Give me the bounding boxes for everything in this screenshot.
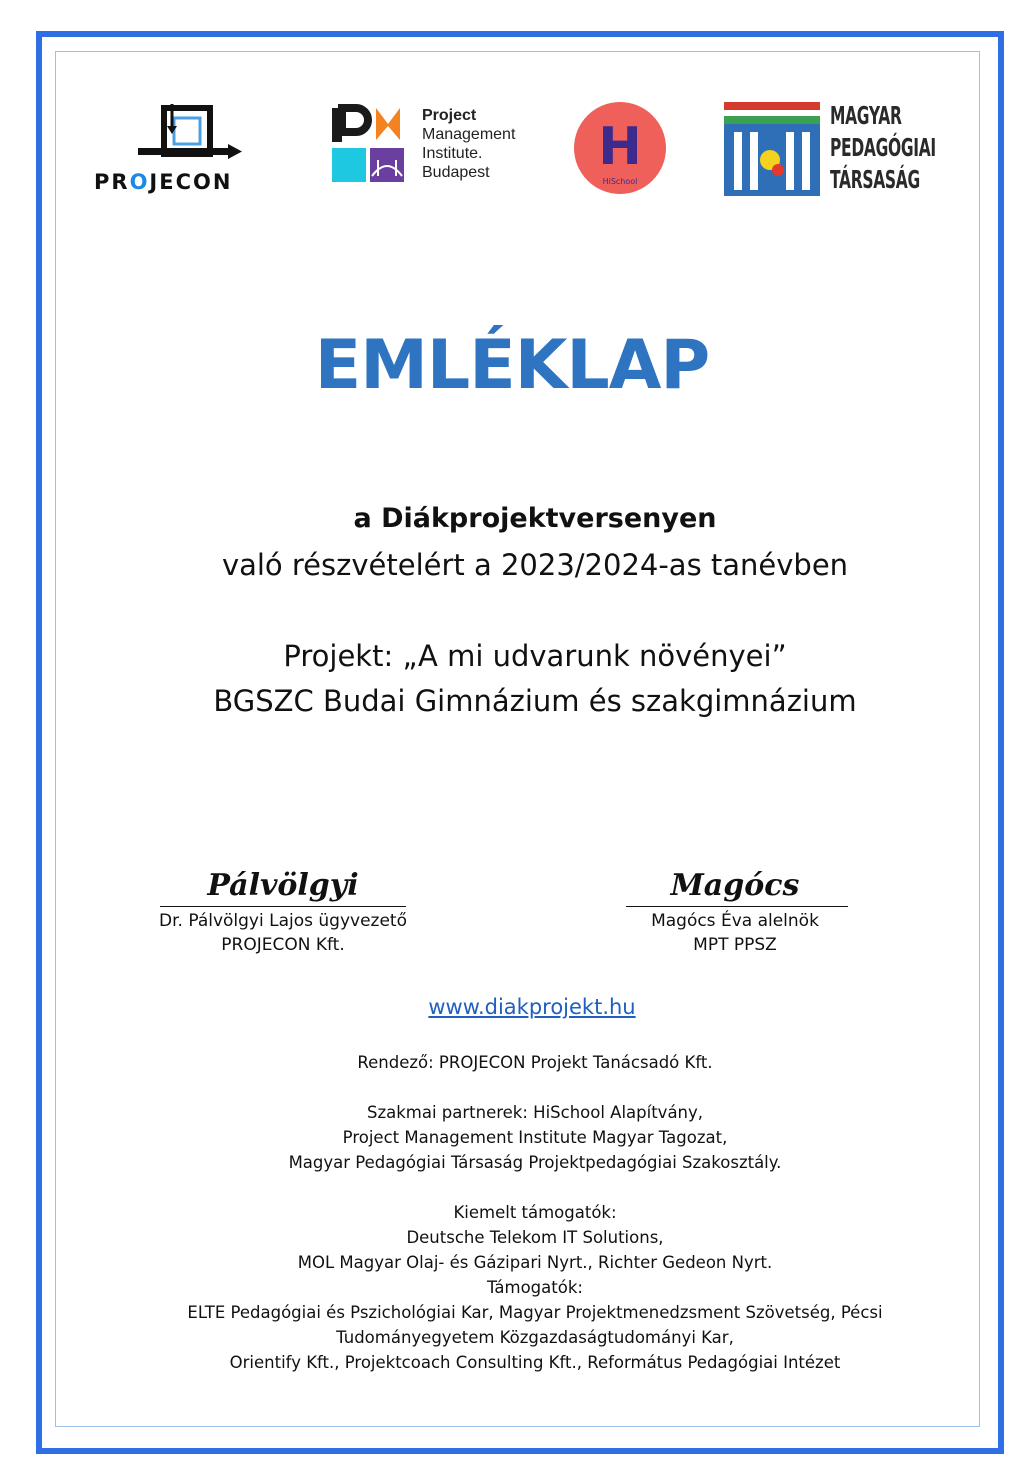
mpt-line-1: MAGYAR [830,101,902,130]
partners-line-3: Magyar Pedagógiai Társaság Projektpedagógiai Szakosztály. [288,1153,782,1172]
signature-right-org: MPT PPSZ [693,935,777,955]
signature-right-line [626,906,848,907]
credits-block [0,1050,1024,1375]
participation-line: való részvételért a 2023/2024-as tanévben [221,548,849,582]
pmi-text-block [422,106,515,182]
signature-left-line [160,906,406,907]
signature-right-name: Magócs Éva alelnök [651,911,819,931]
certificate-title: EMLÉKLAP [314,326,710,405]
project-name: Projekt: „A mi udvarunk növényei” [283,639,787,673]
partners-line-2: Project Management Institute Magyar Tagozat, [342,1128,728,1147]
mpt-emblem-icon [722,100,822,198]
pmi-line-2: Management [422,126,516,143]
signature-right-script: Magócs [670,868,800,903]
mpt-line-3: TÁRSASÁG [830,165,920,194]
supporters-line-1: ELTE Pedagógiai és Pszichológiai Kar, Magyar Projektmenedzsment Szövetség, Pécsi [187,1303,883,1322]
svg-text:HiSchool: HiSchool [602,177,638,186]
supporters-line-3: Orientify Kft., Projektcoach Consulting Kft., Református Pedagógiai Intézet [229,1353,841,1372]
mpt-line-2: PEDAGÓGIAI [830,133,936,162]
signature-left-org: PROJECON Kft. [221,935,345,955]
signature-left-script: Pálvölgyi [207,868,359,903]
projecon-wordmark: PROJECON [94,170,233,194]
featured-supporters-heading: Kiemelt támogatók: [453,1203,617,1222]
organizer-line: Rendező: PROJECON Projekt Tanácsadó Kft. [357,1053,713,1072]
featured-supporters-line-1: Deutsche Telekom IT Solutions, [406,1228,664,1247]
supporters-heading: Támogatók: [487,1278,583,1297]
website-link[interactable]: www.diakprojekt.hu [428,995,636,1019]
pmi-mark-icon [332,104,414,184]
featured-supporters-line-2: MOL Magyar Olaj- és Gázipari Nyrt., Richter Gedeon Nyrt. [297,1253,773,1272]
signature-left-name: Dr. Pálvölgyi Lajos ügyvezető [159,911,407,931]
pmi-line-4: Budapest [422,164,490,181]
mpt-logo [722,100,948,200]
projecon-mark-icon [92,104,288,170]
pmi-line-3: Institute. [422,145,483,162]
hischool-circle-icon [572,100,668,196]
supporters-line-2: Tudományegyetem Közgazdaságtudományi Kar, [336,1328,734,1347]
signature-right [622,868,848,957]
pmi-budapest-logo [332,104,546,186]
mpt-text-block [830,100,936,196]
competition-line: a Diákprojektversenyen [353,503,717,534]
hischool-logo [572,100,668,196]
signature-left [150,868,416,957]
pmi-line-1: Project [422,107,477,124]
svg-text:H: H [598,117,642,177]
partners-line-1: Szakmai partnerek: HiSchool Alapítvány, [366,1103,704,1122]
school-name: BGSZC Budai Gimnázium és szakgimnázium [213,684,857,718]
projecon-logo [92,104,288,194]
